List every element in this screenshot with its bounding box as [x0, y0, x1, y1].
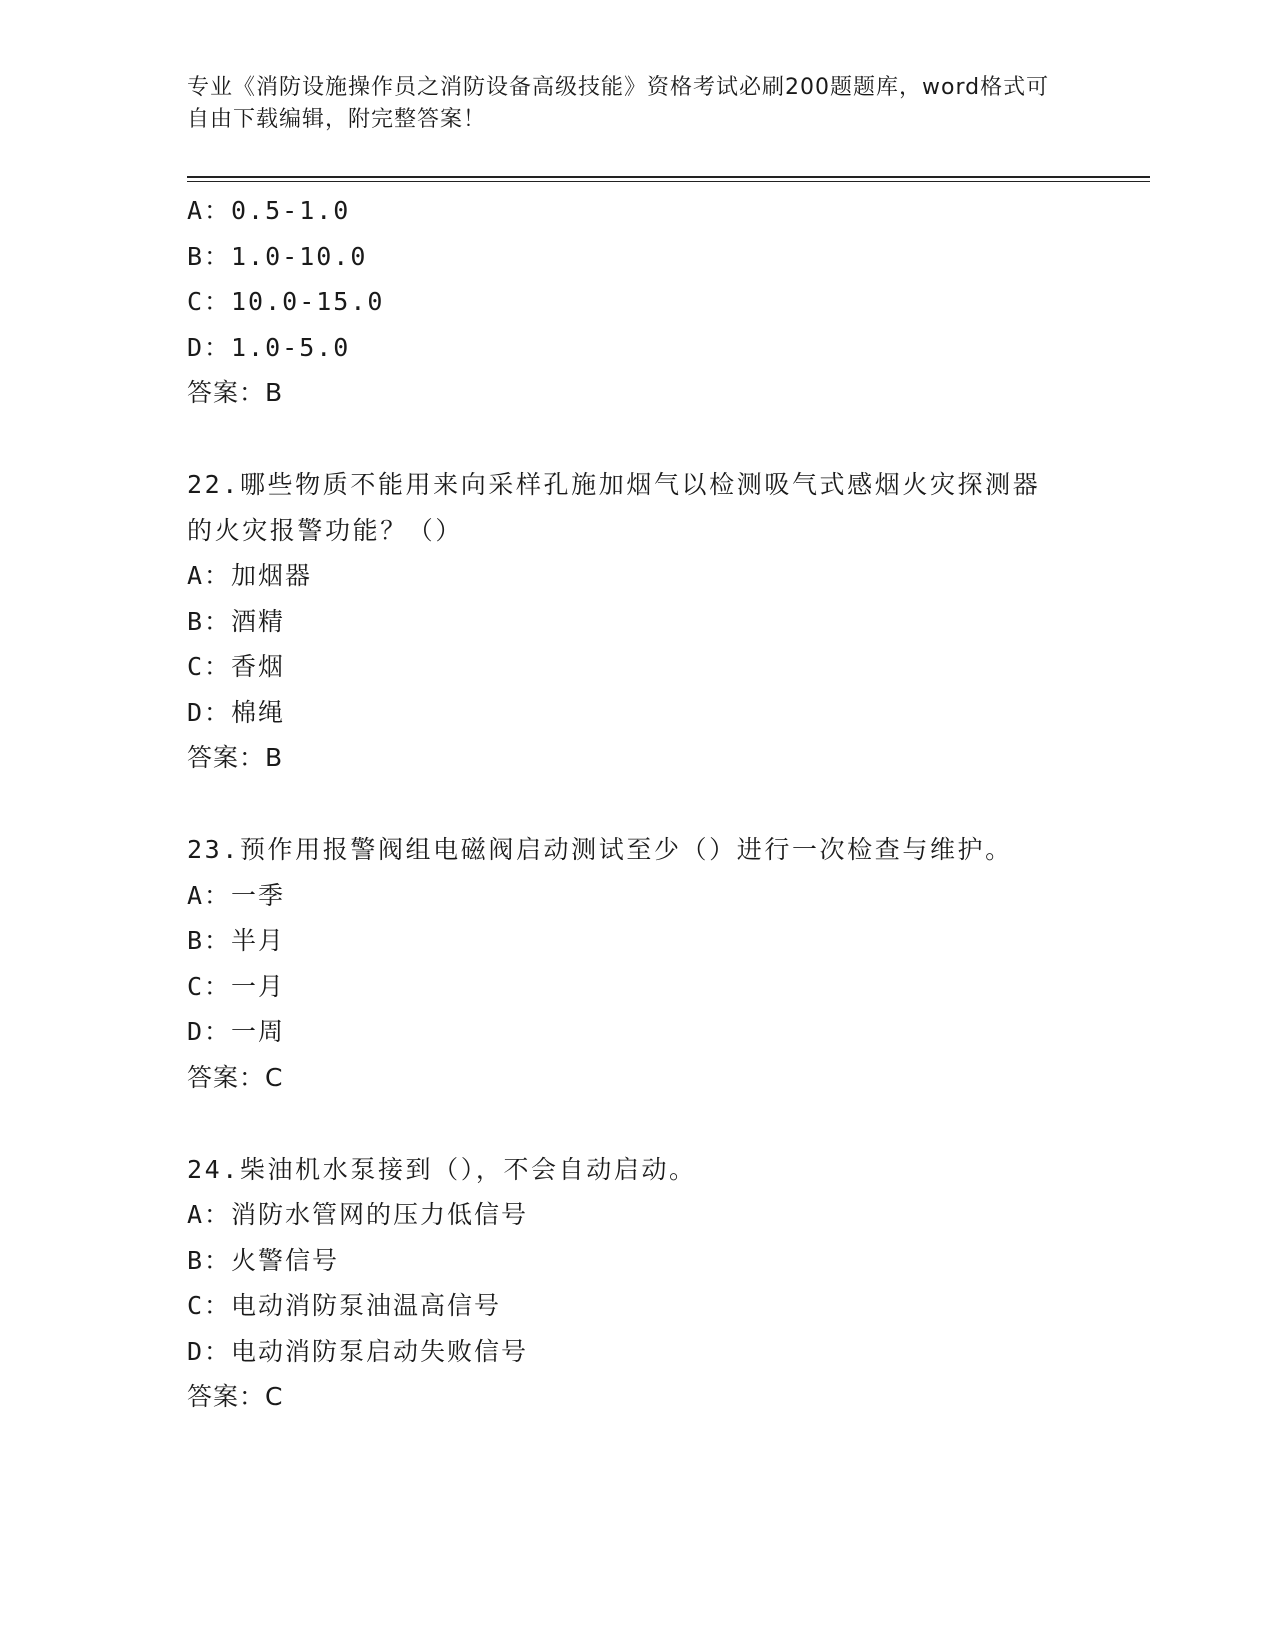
option-a: A：0.5-1.0	[187, 196, 351, 225]
option-b: B：酒精	[187, 606, 286, 636]
option-d: D：棉绳	[187, 697, 286, 727]
option-c: C：一月	[187, 971, 286, 1001]
header-divider-bottom	[187, 181, 1150, 182]
answer-line: 答案：C	[187, 1062, 284, 1092]
option-a: A：消防水管网的压力低信号	[187, 1200, 529, 1229]
answer-line: 答案：B	[187, 743, 284, 772]
question-text: 22.哪些物质不能用来向采样孔施加烟气以检测吸气式感烟火灾探测器的火灾报警功能？（）	[187, 470, 1041, 545]
option-b: B：1.0-10.0	[187, 241, 368, 271]
header-divider-top	[187, 176, 1150, 178]
header-title: 专业《消防设施操作员之消防设备高级技能》资格考试必刷200题题库，word格式可自由下载编辑，附完整答案！	[187, 75, 1050, 132]
answer-line: 答案：C	[187, 1382, 284, 1411]
question-text: 24.柴油机水泵接到（），不会自动启动。	[187, 1154, 697, 1184]
question-23	[187, 827, 1087, 1100]
question-24	[187, 1147, 1087, 1420]
answer-line: 答案：B	[187, 378, 284, 407]
question-22	[187, 462, 1087, 780]
option-d: D：电动消防泵启动失败信号	[187, 1336, 529, 1366]
document-header	[187, 72, 1067, 136]
option-b: B：半月	[187, 926, 286, 955]
option-d: D：1.0-5.0	[187, 332, 351, 362]
question-list	[187, 188, 1087, 1419]
option-c: C：电动消防泵油温高信号	[187, 1291, 502, 1320]
option-b: B：火警信号	[187, 1245, 340, 1275]
option-a: A：加烟器	[187, 561, 313, 590]
option-a: A：一季	[187, 880, 286, 910]
question-text: 23.预作用报警阀组电磁阀启动测试至少（）进行一次检查与维护。	[187, 835, 1013, 864]
option-c: C：10.0-15.0	[187, 287, 385, 316]
question-21	[187, 188, 1087, 415]
option-c: C：香烟	[187, 652, 286, 681]
option-d: D：一周	[187, 1017, 286, 1046]
